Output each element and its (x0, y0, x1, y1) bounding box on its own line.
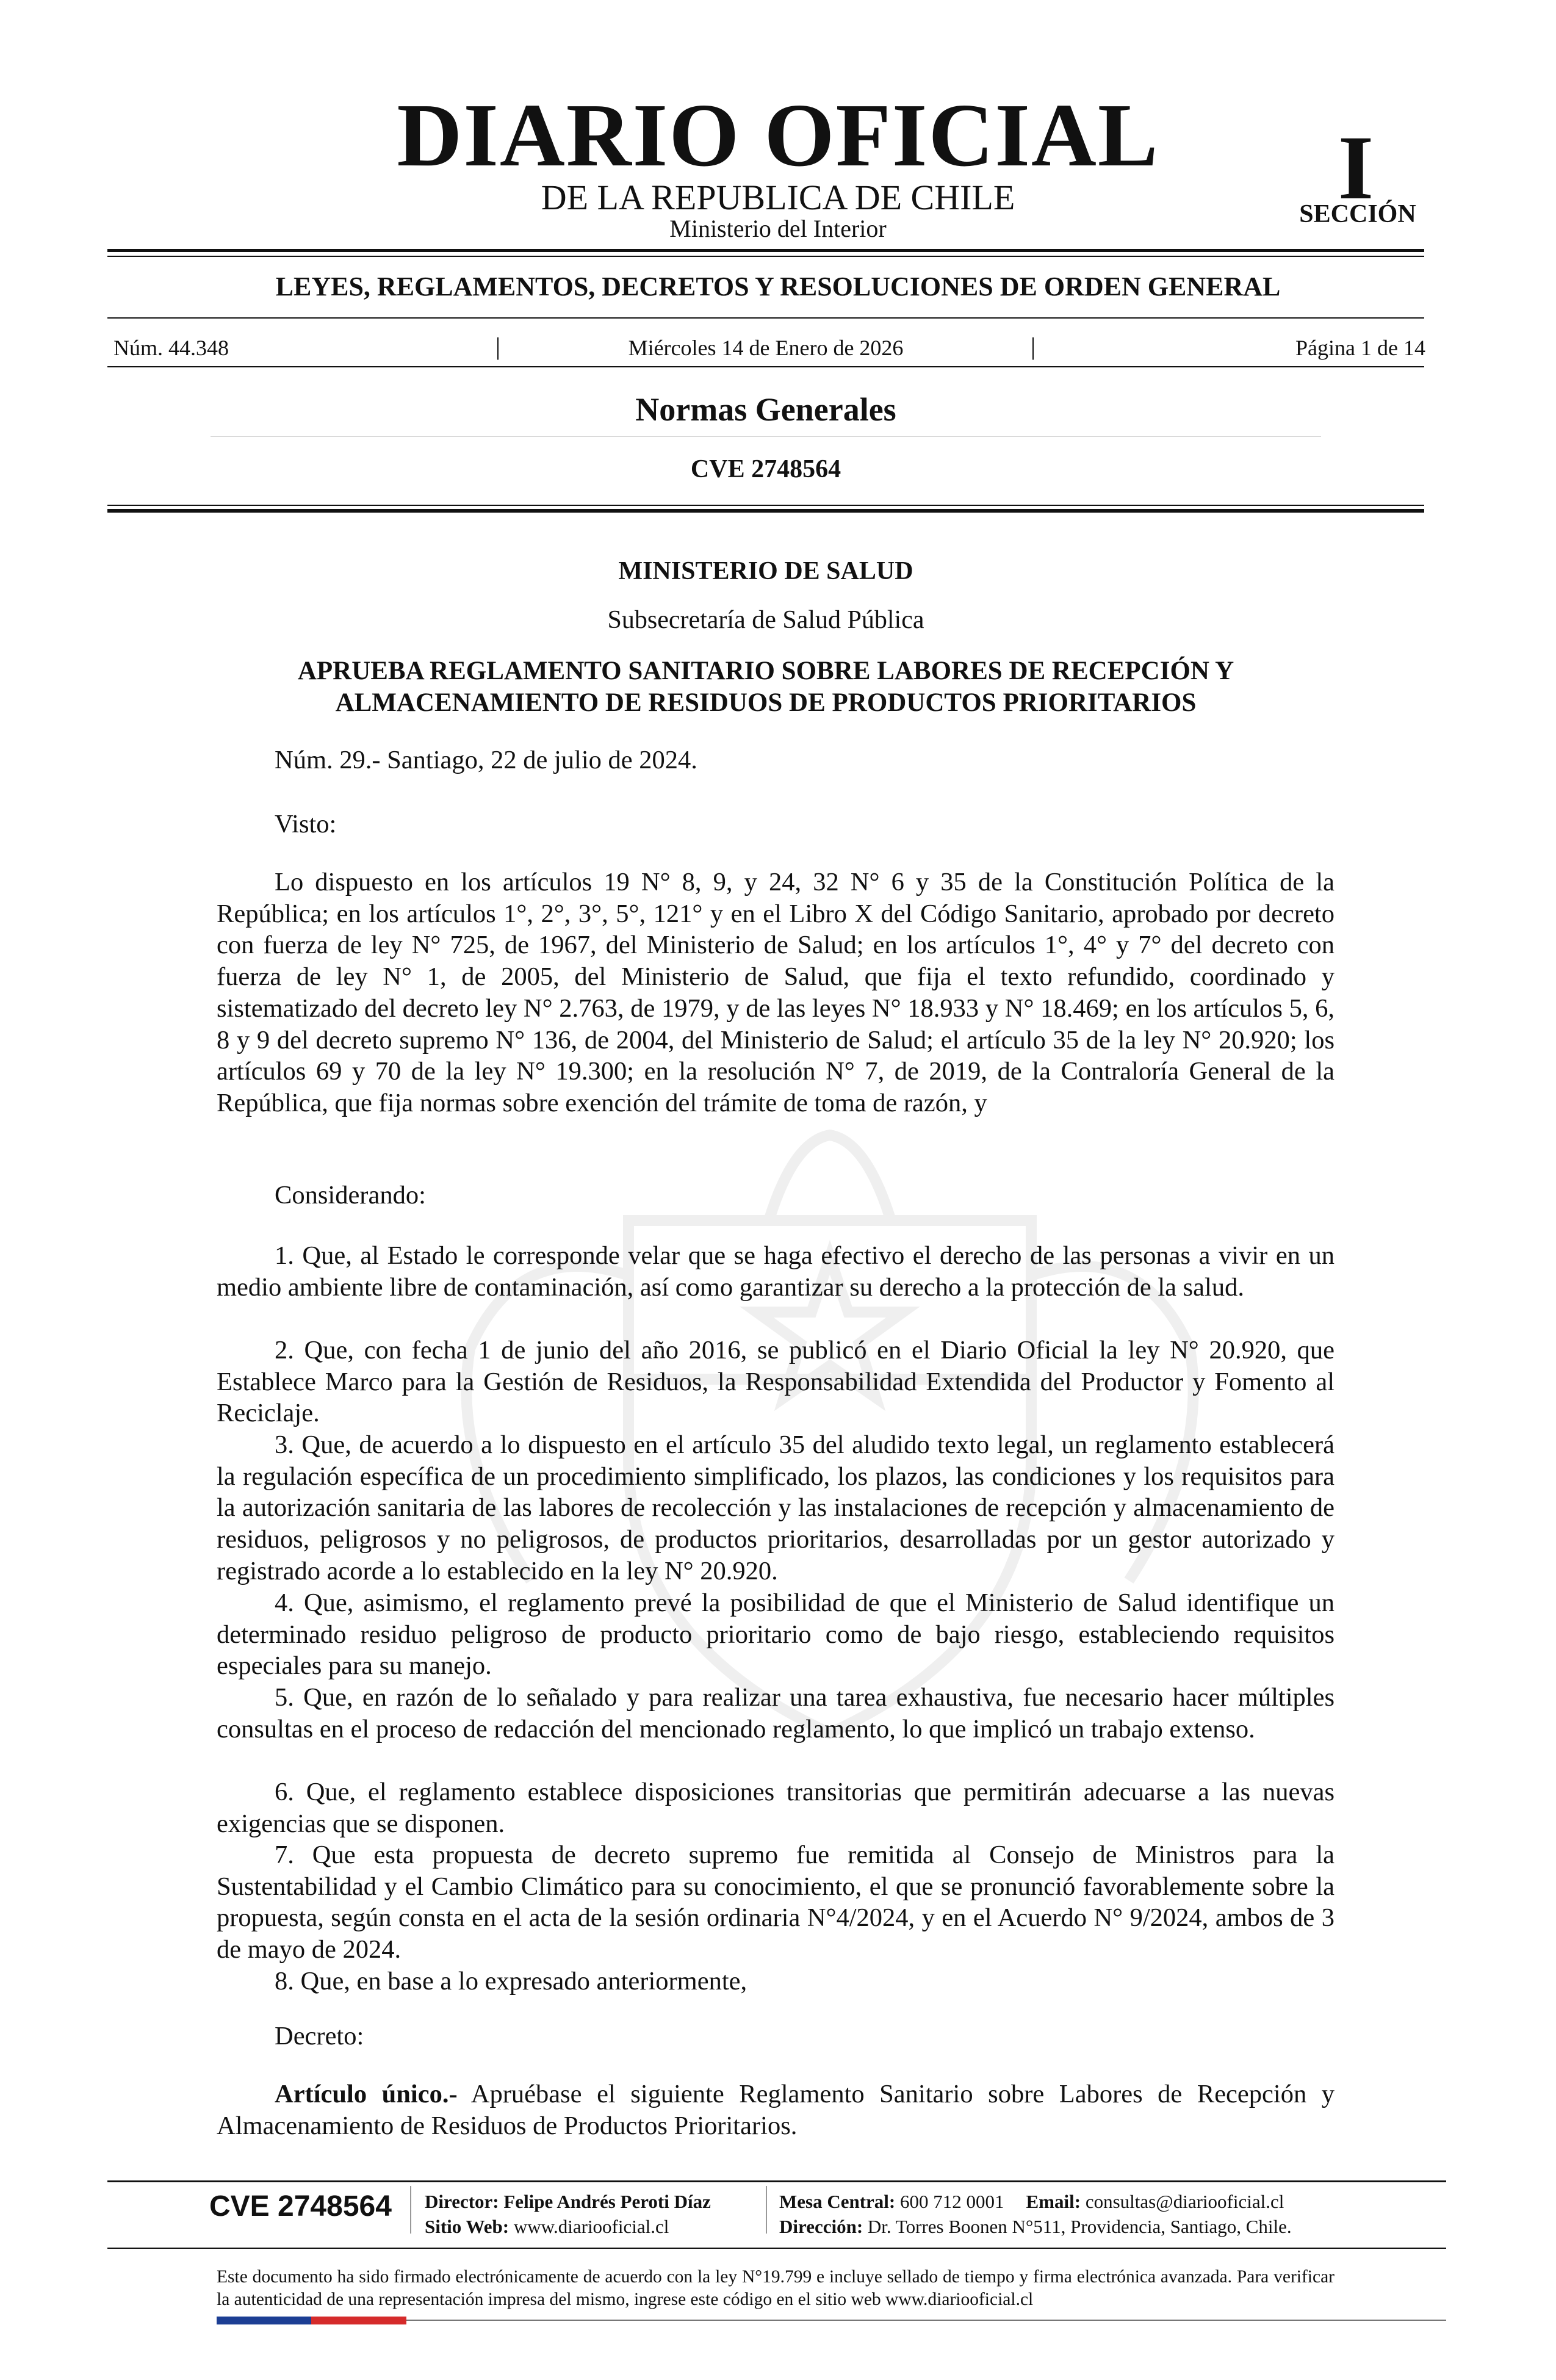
document-title: APRUEBA REGLAMENTO SANITARIO SOBRE LABORES DE RECEPCIÓN Y ALMACENAMIENTO DE RESIDUOS DE PRODUCTOS PRIORITARIOS (297, 657, 1234, 717)
document-ministry: MINISTERIO DE SALUD (618, 557, 913, 585)
flag-stripe-blue (217, 2317, 311, 2324)
footer-director-name: Felipe Andrés Peroti Díaz (499, 2191, 711, 2212)
footer-contact (779, 2192, 1284, 2211)
footer-director-label: Director: (425, 2191, 499, 2212)
visto-paragraph: Lo dispuesto en los artículos 19 N° 8, 9, y 24, 32 N° 6 y 35 de la Constitución Política de la República; en los artículos 1°, 2°, 3°, 5°, 121° y en el Libro X del Código Sanitario, aprobado por decreto con fuerza de ley N° 725, de 1967, del Ministerio de Salud; en los artículos 1°, 4° y 7° del decreto con fuerza de ley N° 1, de 2005, del Ministerio de Salud, que fija el texto refundido, coordinado y sistematizado del decreto ley N° 2.763, de 1979, y de las leyes N° 18.933 y N° 18.469; en los artículos 5, 6, 8 y 9 del decreto supremo N° 136, de 2004, del Ministerio de Salud; el artículo 35 de la ley N° 20.920; los artículos 69 y 70 de la ley N° 19.300; en la resolución N° 7, de 2019, de la Contraloría General de la República, que fija normas sobre exención del trámite de toma de razón, y (217, 868, 1334, 1117)
considerando-3: 3. Que, de acuerdo a lo dispuesto en el artículo 35 del aludido texto legal, un reglamento establecerá la regulación específica de un procedimiento simplificado, los plazos, las condiciones y los requisitos para la autorización sanitaria de las labores de recolección y las instalaciones de recepción y almacenamiento de residuos, peligrosos y no peligrosos, de productos prioritarios, desarrolladas por un gestor autorizado y registrado acorde a lo establecido en la ley N° 20.920. (217, 1430, 1334, 1585)
section-label: SECCIÓN (1299, 200, 1416, 228)
considerando-1: 1. Que, al Estado le corresponde velar que se haga efectivo el derecho de las personas a vivir en un medio ambiente libre de contaminación, así como garantizar su derecho a la protección de la salud. (217, 1241, 1334, 1302)
considerando-8: 8. Que, en base a lo expresado anteriormente, (275, 1967, 747, 1996)
issue-date: Miércoles 14 de Enero de 2026 (628, 336, 904, 360)
footer-rule-mid (107, 2248, 1446, 2249)
issue-page: Página 1 de 14 (1295, 336, 1425, 360)
issue-separator-left: | (495, 333, 501, 360)
footer-web-link[interactable]: www.diariooficial.cl (509, 2216, 669, 2237)
visto-label: Visto: (275, 810, 337, 838)
cve-rule-thin (107, 505, 1424, 506)
cve-rule-thick (107, 509, 1424, 513)
footer-address (779, 2217, 1292, 2236)
section-title: Normas Generales (635, 391, 896, 428)
footer-email-link[interactable]: consultas@diariooficial.cl (1081, 2191, 1284, 2212)
considerando-label: Considerando: (275, 1181, 426, 1210)
issue-number: Núm. 44.348 (113, 336, 229, 360)
decreto-label: Decreto: (275, 2022, 364, 2050)
footer-cve: CVE 2748564 (209, 2190, 392, 2223)
considerando-7: 7. Que esta propuesta de decreto supremo fue remitida al Consejo de Ministros para la Sustentabilidad y el Cambio Climático para su conocimiento, el que se pronunció favorablemente sobre la propuesta, según consta en el acta de la sesión ordinaria N°4/2024, y en el Acuerdo N° 9/2024, ambos de 3 de mayo de 2024. (217, 1841, 1334, 1964)
banner-title: LEYES, REGLAMENTOS, DECRETOS Y RESOLUCIONES DE ORDEN GENERAL (275, 272, 1281, 301)
section-title-rule (211, 436, 1321, 437)
articulo-unico (217, 2079, 1334, 2141)
footer-divider-left (410, 2186, 411, 2234)
issue-rule (107, 366, 1424, 367)
considerando-6: 6. Que, el reglamento establece disposiciones transitorias que permitirán adecuarse a las nuevas exigencias que se disponen. (217, 1778, 1334, 1838)
footer-director (425, 2192, 711, 2211)
section-numeral: I (1338, 117, 1374, 218)
footer-divider-right (766, 2186, 767, 2234)
top-rule-thick (107, 249, 1424, 252)
cve-header: CVE 2748564 (690, 455, 841, 483)
masthead-ministry: Ministerio del Interior (669, 215, 887, 242)
banner-rule (107, 317, 1424, 319)
document-subsecretaria: Subsecretaría de Salud Pública (607, 606, 924, 634)
footer-direccion-value: Dr. Torres Boonen N°511, Providencia, Santiago, Chile. (863, 2216, 1292, 2237)
flag-stripe-red (311, 2317, 406, 2324)
footer-legal-note: Este documento ha sido firmado electrónicamente de acuerdo con la ley N°19.799 e incluye sellado de tiempo y firma electrónica avanzada. Para verificar la autenticidad de una representación impresa del mismo, ingrese este código en el sitio web www.diariooficial.cl (217, 2267, 1334, 2309)
masthead-title: DIARIO OFICIAL (397, 85, 1159, 186)
footer-direccion-label: Dirección: (779, 2216, 863, 2237)
considerando-5: 5. Que, en razón de lo señalado y para realizar una tarea exhaustiva, fue necesario hacer múltiples consultas en el proceso de redacción del mencionado reglamento, lo que implicó un trabajo extenso. (217, 1683, 1334, 1744)
footer-rule-bottom (406, 2320, 1446, 2321)
footer-email-label: Email: (1026, 2191, 1081, 2212)
decree-number-line: Núm. 29.- Santiago, 22 de julio de 2024. (275, 746, 697, 774)
footer-website (425, 2217, 669, 2236)
footer-mesa-label: Mesa Central: (779, 2191, 896, 2212)
masthead-subtitle: DE LA REPUBLICA DE CHILE (541, 178, 1015, 217)
footer-rule-top (107, 2180, 1446, 2182)
issue-separator-right: | (1031, 333, 1036, 360)
considerando-4: 4. Que, asimismo, el reglamento prevé la posibilidad de que el Ministerio de Salud identifique un determinado residuo peligroso de producto prioritario como de bajo riesgo, estableciendo requisitos especiales para su manejo. (217, 1588, 1334, 1681)
footer-web-label: Sitio Web: (425, 2216, 510, 2237)
footer-mesa-phone: 600 712 0001 (895, 2191, 1004, 2212)
considerando-2: 2. Que, con fecha 1 de junio del año 2016, se publicó en el Diario Oficial la ley N° 20.920, que Establece Marco para la Gestión de Residuos, la Responsabilidad Extendida del Productor y Fomento al Reciclaje. (217, 1336, 1334, 1428)
top-rule-thin (107, 256, 1424, 257)
articulo-unico-label: Artículo único.- (275, 2080, 458, 2108)
articulo-unico-text: Apruébase el siguiente Reglamento Sanitario sobre Labores de Recepción y Almacenamiento de Residuos de Productos Prioritarios. (217, 2080, 1334, 2140)
